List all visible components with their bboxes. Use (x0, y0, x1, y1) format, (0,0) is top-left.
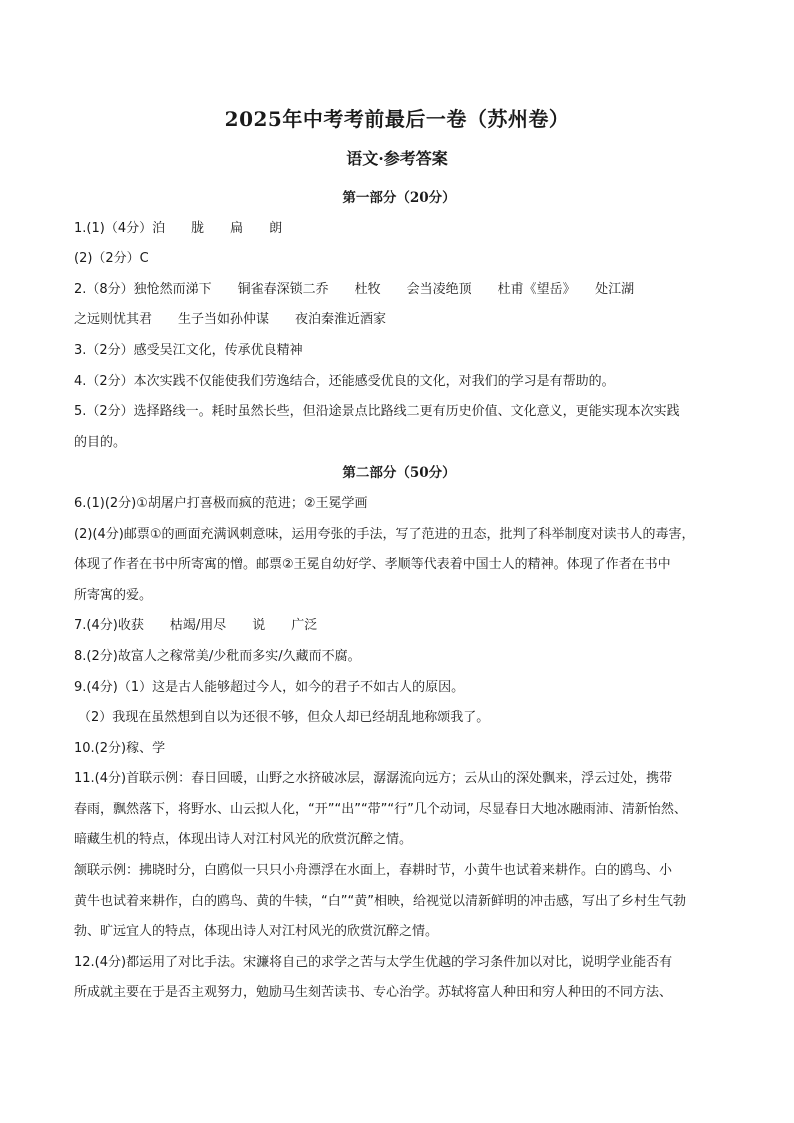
answer-q8: 8.(2分)故富人之稼常美/少秕而多实/久藏而不腐。 (74, 648, 361, 664)
answer-q11-line6: 勃、旷远宜人的特点，体现出诗人对江村风光的欣赏沉醉之情。 (74, 924, 439, 940)
answer-q10: 10.(2分)稼、学 (74, 740, 166, 756)
part2-heading: 第二部分（50分） (342, 465, 456, 482)
answer-q12-line1: 12.(4分)都运用了对比手法。宋濂将自己的求学之苦与太学生优越的学习条件加以对比，说明学业能否有 (74, 954, 673, 970)
answer-q1-1: 1.(1)（4分）泊 胧 扁 朗 (74, 220, 283, 236)
answer-q5-line1: 5.（2分）选择路线一。耗时虽然长些，但沿途景点比路线二更有历史价值、文化意义，更能实现本次实践 (74, 404, 680, 420)
answer-q5-line2: 的目的。 (74, 434, 127, 450)
answer-q11-line3: 暗藏生机的特点，体现出诗人对江村风光的欣赏沉醉之情。 (74, 832, 413, 848)
answer-q1-2: (2)（2分）C (74, 251, 149, 267)
answer-q11-line5: 黄牛也试着来耕作，白的鸥鸟、黄的牛犊，“白”“黄”相映，给视觉以清新鲜明的冲击感，写出了乡村生气勃 (74, 893, 686, 909)
answer-q3: 3.（2分）感受吴江文化，传承优良精神 (74, 342, 303, 358)
answer-q9-2: （2）我现在虽然想到自以为还很不够，但众人却已经胡乱地称颂我了。 (78, 710, 490, 726)
answer-q11-line2: 春雨，飘然落下，将野水、山云拟人化，“开”“出”“带”“行”几个动词，尽显春日大地冰融雨沛、清新怡然、 (74, 801, 687, 817)
answer-q6-2-line3: 所寄寓的爱。 (74, 587, 153, 603)
answer-q9-1: 9.(4分)（1）这是古人能够超过今人，如今的君子不如古人的原因。 (74, 679, 465, 695)
answer-q12-line2: 所成就主要在于是否主观努力，勉励马生刻苦读书、专心治学。苏轼将富人种田和穷人种田的不同方法、 (74, 985, 673, 1001)
answer-q2-line1: 2.（8分）独怆然而涕下 铜雀春深锁二乔 杜牧 会当凌绝顶 杜甫《望岳》 处江湖 (74, 281, 635, 297)
document-title: 2025年中考考前最后一卷（苏州卷） (224, 107, 570, 131)
part1-heading: 第一部分（20分） (342, 190, 456, 206)
answer-q4: 4.（2分）本次实践不仅能使我们劳逸结合，还能感受优良的文化，对我们的学习是有帮助的。 (74, 373, 615, 389)
document-subtitle: 语文·参考答案 (346, 149, 448, 168)
answer-q11-line1: 11.(4分)首联示例：春日回暖，山野之水挤破冰层，潺潺流向远方；云从山的深处飘来，浮云过处，携带 (74, 771, 673, 787)
answer-q6-1: 6.(1)(2分)①胡屠户打喜极而疯的范进；②王冕学画 (74, 495, 368, 511)
answer-q6-2-line1: (2)(4分)邮票①的画面充满讽刺意味，运用夸张的手法，写了范进的丑态，批判了科举制度对读书人的毒害， (74, 526, 695, 542)
answer-q7: 7.(4分)收获 枯竭/用尽 说 广泛 (74, 618, 318, 634)
answer-body (74, 183, 724, 1009)
answer-q2-line2: 之远则忧其君 生子当如孙仲谋 夜泊秦淮近酒家 (74, 312, 387, 328)
answer-q6-2-line2: 体现了作者在书中所寄寓的憎。邮票②王冕自幼好学、孝顺等代表着中国士人的精神。体现了作者在书中 (74, 557, 671, 573)
answer-q11-line4: 颔联示例：拂晓时分，白鸥似一只只小舟漂浮在水面上，春耕时节，小黄牛也试着来耕作。白的鸥鸟、小 (74, 863, 673, 879)
